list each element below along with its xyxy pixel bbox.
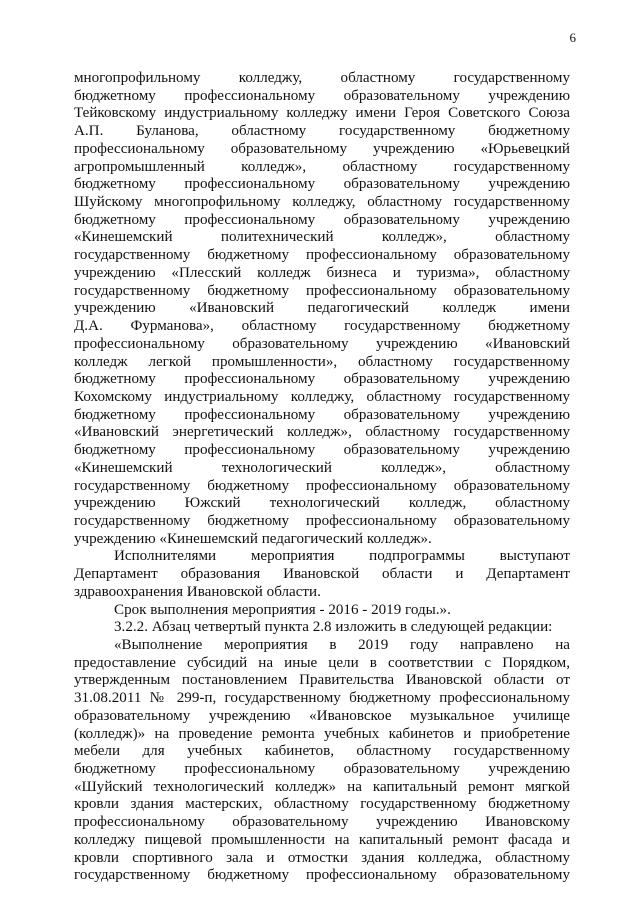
text-line: образовательному учреждению «Ивановское музыкальное училище [74,707,570,724]
text-line: бюджетному профессиональному образовательному учреждению [74,761,570,778]
text-line: Исполнителями мероприятия подпрограммы выступают [114,548,570,565]
text-line: профессиональному образовательному учреждению «Юрьевецкий [74,140,570,157]
text-line: профессиональному образовательному учреждению Ивановскому [74,814,570,831]
text-line: кровли здания мастерских, областному государственному бюджетному [74,796,570,813]
text-line: Кохомскому индустриальному колледжу, областному государственному [74,388,570,405]
text-line: Шуйскому многопрофильному колледжу, областному государственному [74,194,570,211]
text-line: кровли спортивного зала и отмостки здания колледжа, областному [74,849,570,866]
text-line: Тейковскому индустриальному колледжу имени Героя Советского Союза [74,105,570,122]
text-line: Департамент образования Ивановской области и Департамент [74,566,570,583]
text-line: А.П. Буланова, областному государственному бюджетному [74,123,570,140]
text-line: колледжу пищевой промышленности на капитальный ремонт фасада и [74,831,570,848]
text-line: бюджетному профессиональному образовательному учреждению [74,87,570,104]
text-line: 31.08.2011 № 299-п, государственному бюджетному профессиональному [74,690,570,707]
text-line: учреждению Южский технологический колледж, областному [74,495,570,512]
text-line: здравоохранения Ивановской области. [74,583,321,600]
text-line: государственному бюджетному профессиональному образовательному [74,282,570,299]
text-line: агропромышленный колледж», областному государственному [74,158,570,175]
text-line: профессиональному образовательному учреждению «Ивановский [74,335,570,352]
text-line: Срок выполнения мероприятия - 2016 - 2019 годы.». [114,601,451,618]
text-line: (колледж)» на проведение ремонта учебных кабинетов и приобретение [74,725,570,742]
text-line: Д.А. Фурманова», областному государственному бюджетному [74,318,570,335]
text-line: государственному бюджетному профессиональному образовательному [74,512,570,529]
text-line: «Кинешемский политехнический колледж», областному [74,229,570,246]
text-line: бюджетному профессиональному образовательному учреждению [74,406,570,423]
text-line: государственному бюджетному профессиональному образовательному [74,867,570,884]
text-line: утвержденным постановлением Правительства Ивановской области от [74,672,570,689]
text-line: бюджетному профессиональному образовательному учреждению [74,211,570,228]
text-line: многопрофильному колледжу, областному государственному [74,70,570,86]
text-line: «Кинешемский технологический колледж», областному [74,459,570,476]
text-line: «Шуйский технологический колледж» на капитальный ремонт мягкой [74,778,570,795]
page-number: 6 [569,30,576,45]
text-line: бюджетному профессиональному образовательному учреждению [74,176,570,193]
text-line: бюджетному профессиональному образовательному учреждению [74,442,570,459]
text-line: 3.2.2. Абзац четвертый пункта 2.8 изложить в следующей редакции: [114,619,553,636]
text-line: государственному бюджетному профессиональному образовательному [74,477,570,494]
text-line: «Ивановский энергетический колледж», областному государственному [74,424,570,441]
text-line: мебели для учебных кабинетов, областному государственному [74,743,570,760]
text-line: колледж легкой промышленности», областному государственному [74,353,570,370]
document-body [74,70,570,885]
text-line: учреждению «Кинешемский педагогический колледж». [74,530,432,547]
text-line: «Выполнение мероприятия в 2019 году направлено на [114,637,570,653]
text-line: бюджетному профессиональному образовательному учреждению [74,371,570,388]
text-line: учреждению «Ивановский педагогический колледж имени [74,300,570,317]
text-line: учреждению «Плесский колледж бизнеса и туризма», областному [74,264,570,281]
text-line: предоставление субсидий на иные цели в соответствии с Порядком, [74,654,570,671]
text-line: государственному бюджетному профессиональному образовательному [74,247,570,264]
